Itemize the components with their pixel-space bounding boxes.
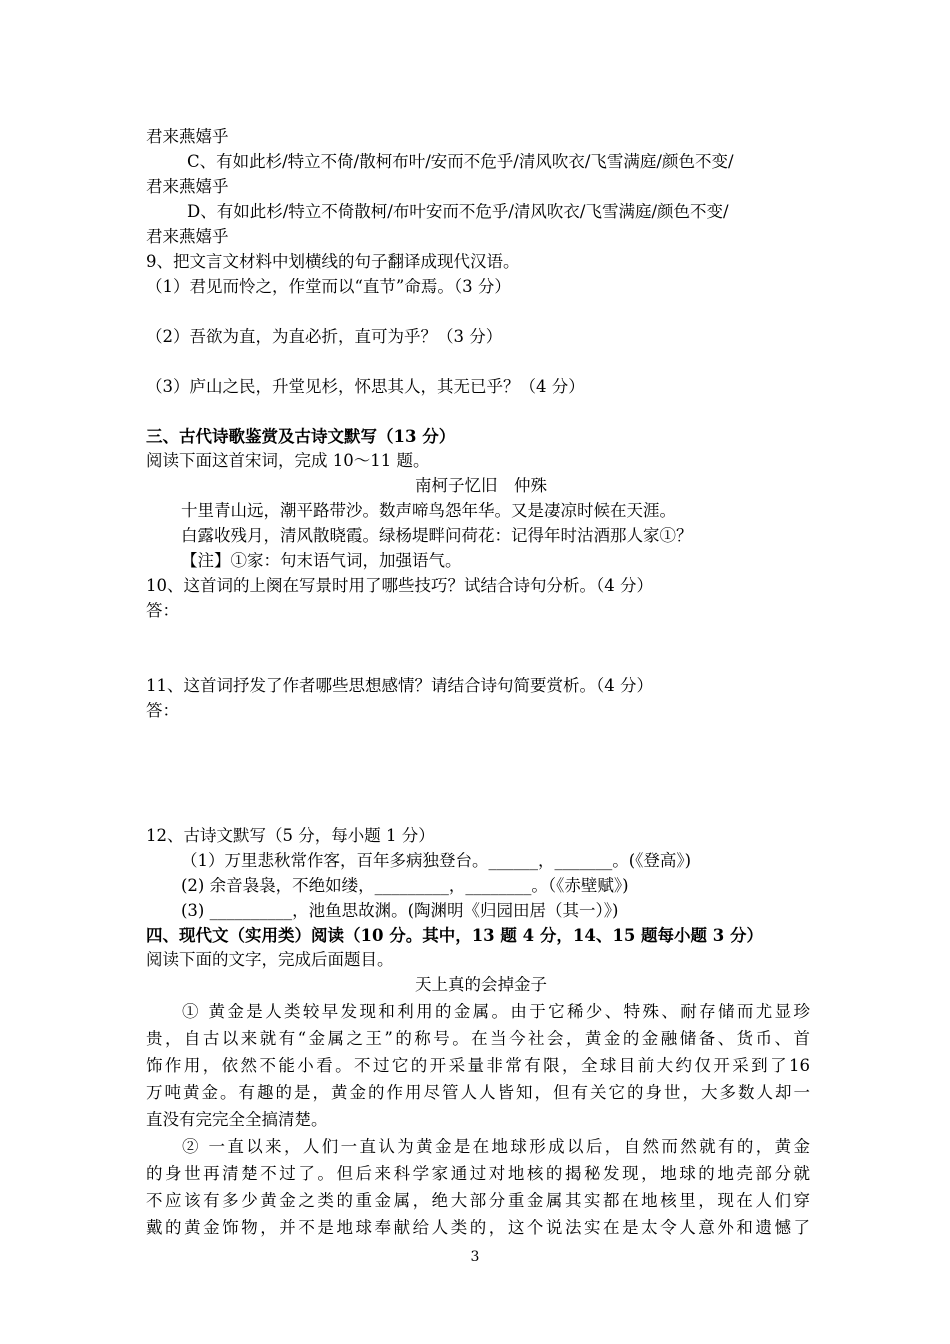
paragraph-1-line-3: 饰作用，依然不能小看。不过它的开采量非常有限，全球目前大约仅开采到了16 <box>146 1056 810 1075</box>
q8-option-c-line2: 君来燕嬉乎 <box>146 177 229 196</box>
page-number: 3 <box>470 1249 480 1265</box>
q11-answer-label: 答： <box>146 701 179 720</box>
q12-item-3: (3) __________，池鱼思故渊。(陶渊明《归园田居（其一）》) <box>181 901 619 920</box>
section-3-heading: 三、古代诗歌鉴赏及古诗文默写（13 分） <box>146 427 456 446</box>
paragraph-2-line-4: 戴的黄金饰物，并不是地球奉献给人类的，这个说法实在是太令人意外和遗憾了 <box>146 1218 810 1237</box>
q12-item-2: (2) 余音袅袅，不绝如缕，_________，________。（《赤壁赋》) <box>181 876 629 895</box>
q11-stem: 11、这首词抒发了作者哪些思想感情？请结合诗句简要赏析。（4 分） <box>146 676 653 695</box>
q8-option-d-line1: D、有如此杉/特立不倚散柯/布叶安而不危乎/清风吹衣/飞雪满庭/颜色不变/ <box>187 202 729 221</box>
q9-sentence-3: （3）庐山之民，升堂见杉，怀思其人，其无已乎？（4 分） <box>146 377 585 396</box>
q8-option-d-line2: 君来燕嬉乎 <box>146 227 229 246</box>
poem-line-2: 白露收残月，清风散晓霞。绿杨堤畔问荷花：记得年时沽酒那人家①？ <box>181 526 693 545</box>
q9-sentence-1: （1）君见而怜之，作堂而以“直节”命焉。（3 分） <box>146 277 511 296</box>
paragraph-1-line-1: ① 黄金是人类较早发现和利用的金属。由于它稀少、特殊、耐存储而尤显珍 <box>182 1002 810 1021</box>
q10-answer-label: 答： <box>146 601 179 620</box>
paragraph-2-line-2: 的身世再清楚不过了。但后来科学家通过对地核的揭秘发现，地球的地壳部分就 <box>146 1164 810 1183</box>
poem-title: 南柯子忆旧 仲殊 <box>415 476 547 495</box>
q12-item-1: （1）万里悲秋常作客，百年多病独登台。______，_______。(《登高》) <box>181 851 692 870</box>
paragraph-2-line-3: 不应该有多少黄金之类的重金属，绝大部分重金属其实都在地核里，现在人们穿 <box>146 1191 810 1210</box>
paragraph-1-line-2: 贵，自古以来就有“金属之王”的称号。在当今社会，黄金的金融储备、货币、首 <box>146 1029 810 1048</box>
q10-stem: 10、这首词的上阕在写景时用了哪些技巧？试结合诗句分析。（4 分） <box>146 576 653 595</box>
q8-option-c-line1: C、有如此杉/特立不倚/散柯布叶/安而不危乎/清风吹衣/飞雪满庭/颜色不变/ <box>187 152 734 171</box>
q12-stem: 12、古诗文默写（5 分，每小题 1 分） <box>146 826 435 845</box>
q8-option-b-tail: 君来燕嬉乎 <box>146 127 229 146</box>
q9-stem: 9、把文言文材料中划横线的句子翻译成现代汉语。 <box>146 252 520 271</box>
q9-sentence-2: （2）吾欲为直，为直必折，直可为乎？（3 分） <box>146 327 503 346</box>
poem-note: 【注】①家：句末语气词，加强语气。 <box>181 551 462 570</box>
poem-line-1: 十里青山远，潮平路带沙。数声啼鸟怨年华。又是凄凉时候在天涯。 <box>181 501 676 520</box>
paragraph-1-line-5: 直没有完完全全搞清楚。 <box>146 1110 328 1129</box>
section-4-intro: 阅读下面的文字，完成后面题目。 <box>146 950 394 969</box>
section-4-heading: 四、现代文（实用类）阅读（10 分。其中，13 题 4 分，14、15 题每小题 3 分） <box>146 926 764 945</box>
paragraph-2-line-1: ② 一直以来，人们一直认为黄金是在地球形成以后，自然而然就有的，黄金 <box>182 1137 810 1156</box>
paragraph-1-line-4: 万吨黄金。有趣的是，黄金的作用尽管人人皆知，但有关它的身世，大多数人却一 <box>146 1083 810 1102</box>
article-title: 天上真的会掉金子 <box>415 975 547 994</box>
section-3-intro: 阅读下面这首宋词，完成 10～11 题。 <box>146 451 430 470</box>
